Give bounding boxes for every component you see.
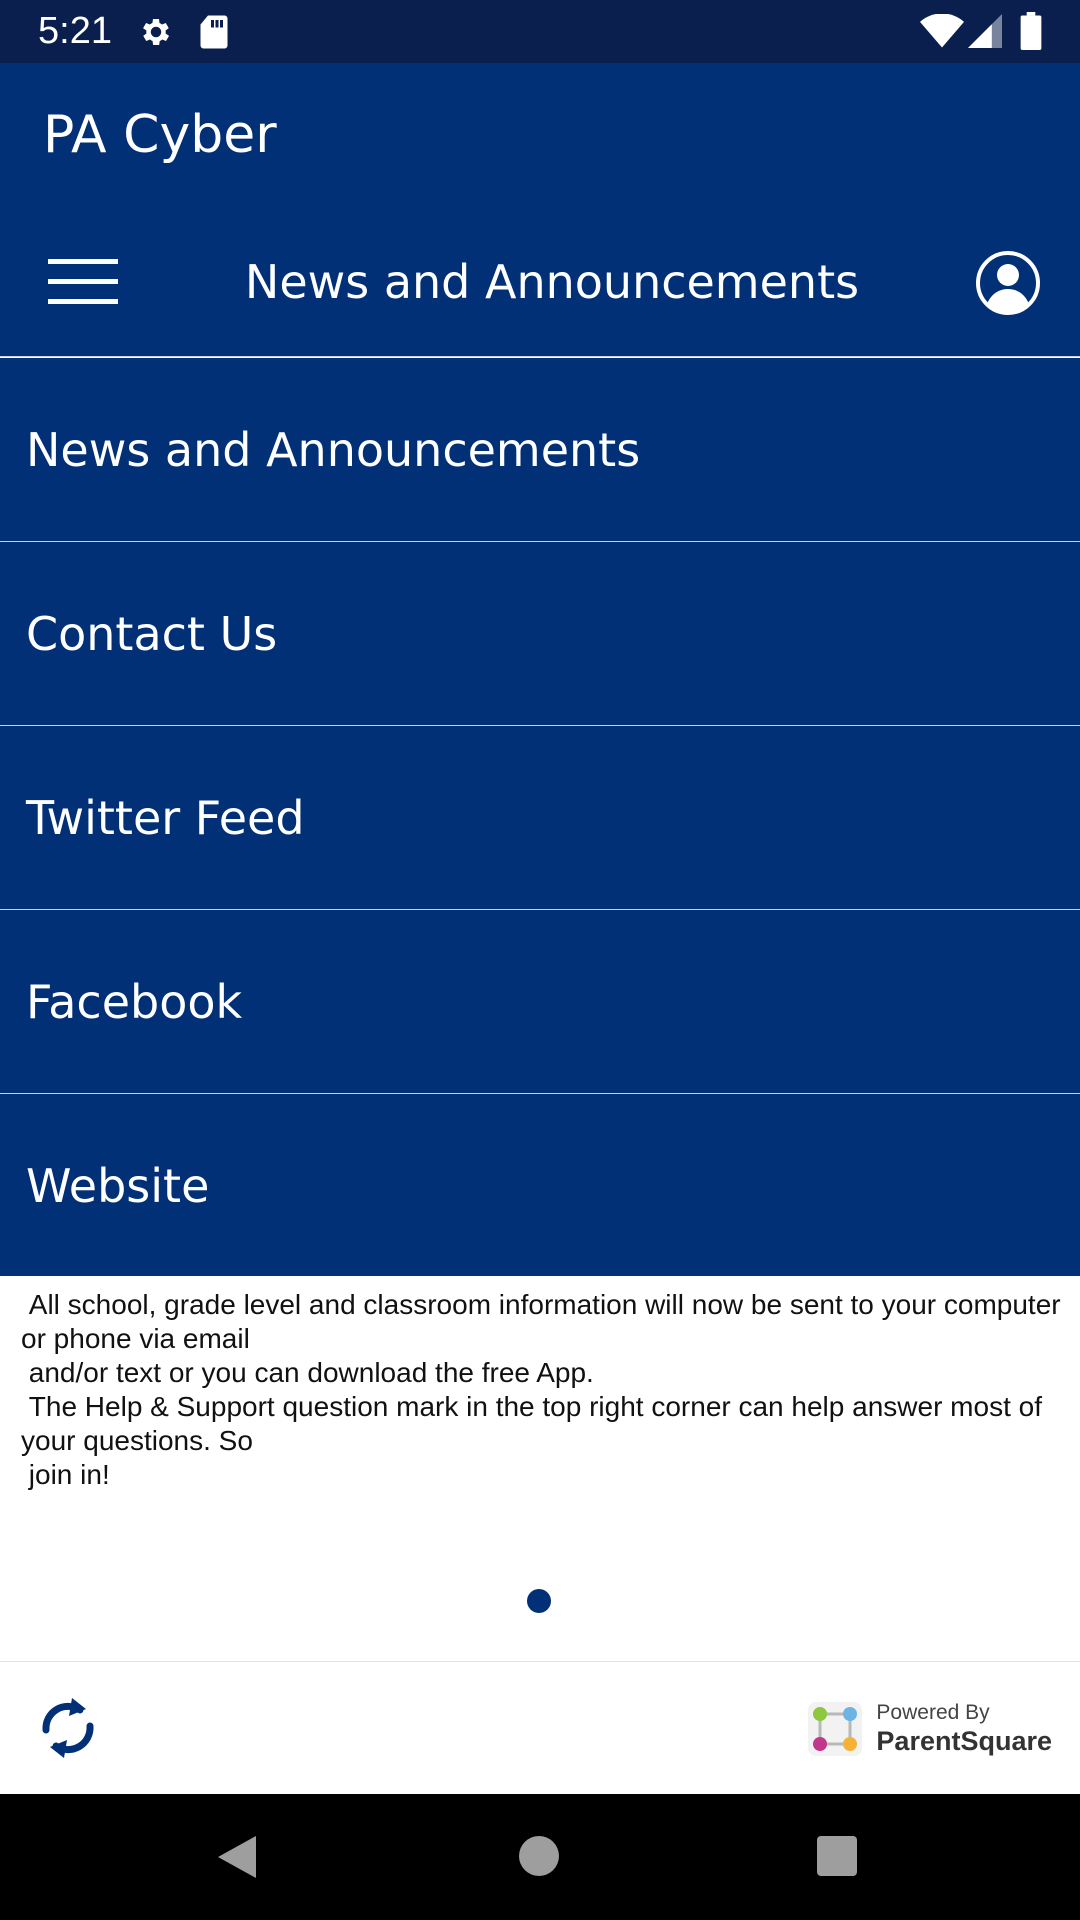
- menu-item-facebook[interactable]: [0, 910, 1080, 1094]
- menu-list: [0, 358, 1080, 1276]
- menu-item-label: Facebook: [26, 974, 243, 1029]
- menu-item-news[interactable]: [0, 358, 1080, 542]
- menu-item-label: Contact Us: [26, 606, 278, 661]
- powered-by-parentsquare[interactable]: [806, 1700, 1052, 1758]
- menu-item-label: Twitter Feed: [26, 790, 305, 845]
- back-icon[interactable]: [216, 1834, 258, 1885]
- app-title: PA Cyber: [43, 105, 277, 165]
- menu-item-twitter-feed[interactable]: [0, 726, 1080, 910]
- parentsquare-logo-icon: [806, 1700, 864, 1758]
- status-bar: [0, 0, 1080, 63]
- nav-bar: [0, 211, 1080, 357]
- wifi-icon: [920, 14, 964, 53]
- menu-item-contact-us[interactable]: [0, 542, 1080, 726]
- account-circle-icon[interactable]: [975, 250, 1041, 316]
- brand-name: ParentSquare: [876, 1726, 1052, 1756]
- page-title: News and Announcements: [244, 255, 860, 309]
- signal-icon: [968, 14, 1002, 53]
- system-nav-bar: [0, 1794, 1080, 1920]
- powered-by-label: Powered By: [876, 1701, 990, 1724]
- page-indicator-dot: [527, 1589, 551, 1613]
- menu-item-website[interactable]: [0, 1094, 1080, 1278]
- announcement-text: All school, grade level and classroom information will now be sent to your computer or phone via email and/or text or you can download the free App. The Help & Support question mark in the top right corner can help answer most of your questions. So join in!: [21, 1289, 1061, 1490]
- sd-card-icon: [198, 14, 230, 55]
- home-icon[interactable]: [519, 1836, 559, 1876]
- footer: [0, 1661, 1080, 1794]
- gear-icon: [138, 14, 174, 55]
- menu-item-label: Website: [26, 1159, 210, 1213]
- recents-icon[interactable]: [817, 1836, 857, 1876]
- battery-icon: [1020, 12, 1042, 55]
- app-header: [0, 63, 1080, 211]
- status-time: 5:21: [38, 10, 112, 52]
- refresh-icon[interactable]: [36, 1688, 100, 1768]
- menu-item-label: News and Announcements: [26, 422, 641, 477]
